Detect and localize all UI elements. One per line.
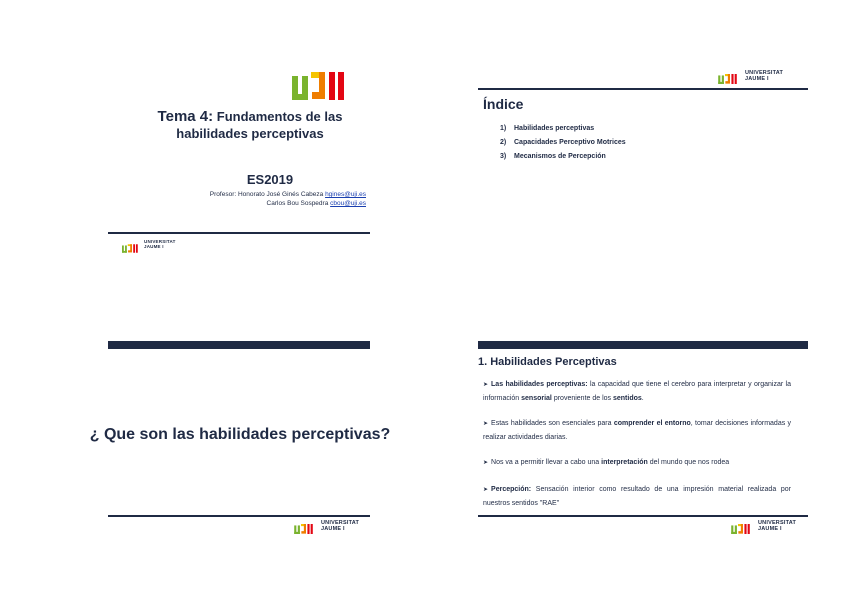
index-item-1[interactable] bbox=[500, 125, 594, 132]
uji-mark-icon bbox=[122, 244, 142, 253]
arrow-bullet-icon: ➤ bbox=[483, 382, 489, 388]
prof-line2: Carlos Bou Sospedra bbox=[266, 200, 331, 207]
section-title: 1. Habilidades Perceptivas bbox=[478, 356, 617, 368]
course-code: ES2019 bbox=[246, 172, 294, 187]
brand-text bbox=[758, 521, 796, 532]
index-item-2[interactable] bbox=[500, 139, 626, 146]
brand-line2: JAUME I bbox=[144, 243, 164, 249]
index-label: Capacidades Perceptivo Motrices bbox=[514, 139, 626, 146]
uji-logo-header bbox=[718, 70, 784, 89]
bullet-1 bbox=[483, 378, 791, 406]
index-num: 2) bbox=[500, 139, 507, 146]
brand-text bbox=[745, 71, 783, 82]
b1-bold2: sensorial bbox=[521, 395, 552, 402]
brand-line2: JAUME I bbox=[321, 525, 345, 532]
arrow-bullet-icon: ➤ bbox=[483, 487, 489, 493]
footer-divider bbox=[108, 515, 370, 517]
slide-1-title bbox=[130, 108, 370, 142]
b1-bold: Las habilidades perceptivas: bbox=[491, 381, 588, 388]
uji-logo-footer bbox=[294, 520, 360, 539]
email-link-hgines[interactable]: hgines@uji.es bbox=[325, 191, 366, 198]
brand-line1: UNIVERSITAT bbox=[144, 239, 176, 244]
index-item-3[interactable] bbox=[500, 153, 606, 160]
brand-text bbox=[321, 521, 359, 532]
brand-line2: JAUME I bbox=[745, 75, 769, 82]
arrow-bullet-icon: ➤ bbox=[483, 421, 489, 427]
question-title: ¿ Que son las habilidades perceptivas? bbox=[89, 426, 391, 443]
brand-text bbox=[144, 240, 176, 250]
uji-logo-small bbox=[122, 239, 176, 258]
professors bbox=[130, 190, 366, 208]
index-title: Índice bbox=[483, 96, 524, 112]
b2-bold: comprender el entorno bbox=[613, 420, 691, 427]
brand-line1: UNIVERSITAT bbox=[758, 520, 797, 526]
index-label: Habilidades perceptivas bbox=[514, 125, 595, 132]
title-line2: habilidades perceptivas bbox=[176, 126, 324, 141]
b4-bold: Percepción: bbox=[491, 486, 532, 493]
header-divider bbox=[478, 88, 808, 90]
b3-text-b: del mundo que nos rodea bbox=[647, 459, 730, 466]
title-prefix: Tema 4: bbox=[157, 108, 214, 125]
bullet-2 bbox=[483, 417, 791, 445]
b2-text-a: Estas habilidades son esenciales para bbox=[491, 420, 614, 427]
b3-text-a: Nos va a permitir llevar a cabo una bbox=[491, 459, 602, 466]
index-label: Mecanismos de Percepción bbox=[514, 153, 606, 160]
footer-divider bbox=[478, 515, 808, 517]
b1-text-a: la capacidad que tiene el cerebro para interpretar y organizar la información bbox=[483, 381, 792, 402]
prof-line1: Profesor: Honorato José Ginés Cabeza bbox=[209, 191, 326, 198]
brand-line1: UNIVERSITAT bbox=[321, 520, 360, 526]
uji-logo-footer bbox=[731, 520, 797, 539]
b1-bold3: sentidos bbox=[613, 395, 642, 402]
bullet-4 bbox=[483, 483, 791, 511]
email-link-cbou[interactable]: cbou@uji.es bbox=[330, 200, 366, 207]
b4-text-a: Sensación interior como resultado de una impresión material realizada por nuestros sentidos "RAE" bbox=[483, 486, 791, 507]
uji-mark-icon bbox=[294, 524, 318, 534]
brand-line1: UNIVERSITAT bbox=[745, 70, 784, 76]
uji-mark-icon bbox=[718, 74, 742, 84]
brand-line2: JAUME I bbox=[758, 525, 782, 532]
b3-bold: interpretación bbox=[601, 459, 648, 466]
b1-text-c: . bbox=[641, 395, 644, 402]
b2-text-b: , tomar decisiones informadas y realizar actividades diarias. bbox=[483, 420, 792, 441]
top-band bbox=[108, 341, 370, 349]
uji-logo-large bbox=[292, 72, 358, 100]
index-num: 3) bbox=[500, 153, 507, 160]
title-line1: Fundamentos de las bbox=[216, 109, 343, 124]
index-num: 1) bbox=[500, 125, 507, 132]
bullet-3 bbox=[483, 456, 791, 470]
b1-text-b: proveniente de los bbox=[551, 395, 613, 402]
arrow-bullet-icon: ➤ bbox=[483, 460, 489, 466]
top-band bbox=[478, 341, 808, 349]
divider bbox=[108, 232, 370, 234]
uji-mark-icon bbox=[731, 524, 755, 534]
